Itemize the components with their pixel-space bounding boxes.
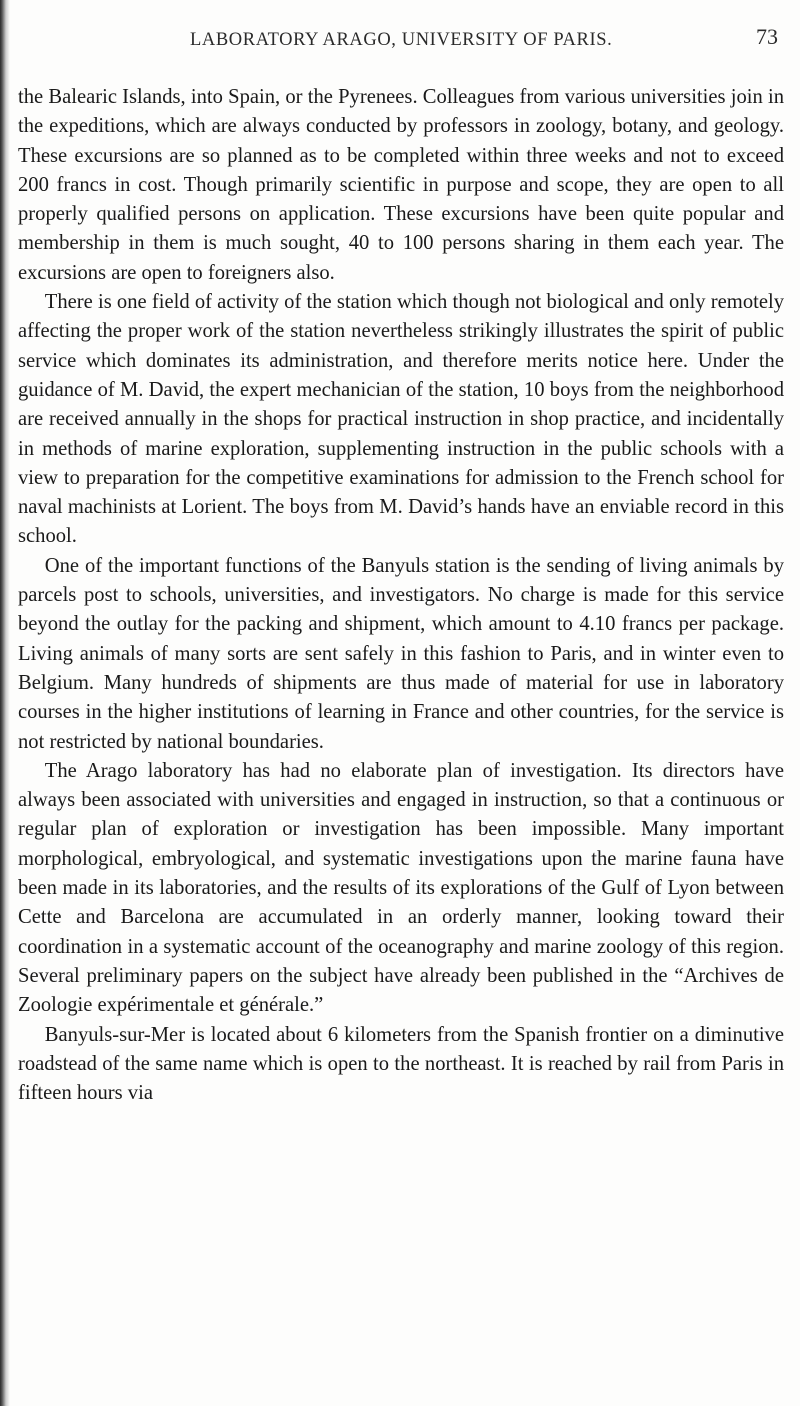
page-number: 73 — [756, 24, 778, 49]
paragraph-living-animals: One of the important functions of the Banyuls station is the sending of living animals by parcels post to schools, universities, and investigators. No charge is made for this service beyond the outlay for the packing and shipment, which amount to 4.10 francs per package. Living animals of many sorts are sent safely in this fashion to Paris, and in winter even to Belgium. Many hundreds of shipments are thus made of material for use in laboratory courses in the higher institutions of learning in France and other countries, for the service is not restricted by national boundaries. — [18, 554, 784, 753]
binding-edge — [0, 0, 10, 1406]
paragraph-excursions: the Balearic Islands, into Spain, or the Pyrenees. Colleagues from various universities join in the expeditions, which are always conducted by professors in zoology, botany, and geology. These excursions are so planned as to be completed within three weeks and not to exceed 200 francs in cost. Though primarily scientific in purpose and scope, they are open to all properly qualified persons on application. These excursions have been quite popular and membership in them is much sought, 40 to 100 persons sharing in them each year. The excursions are open to foreigners also. — [18, 86, 784, 284]
body-text — [18, 83, 784, 1108]
paragraph-location: Banyuls-sur-Mer is located about 6 kilometers from the Spanish frontier on a diminutive roadstead of the same name which is open to the northeast. It is reached by rail from Paris in fifteen hours via — [18, 1023, 784, 1105]
paragraph-investigation-plan: The Arago laboratory has had no elaborate plan of investigation. Its directors have always been associated with universities and engaged in instruction, so that a continuous or regular plan of exploration or investigation has been impossible. Many important morphological, embryological, and systematic investigations upon the marine fauna have been made in its laboratories, and the results of its explorations of the Gulf of Lyon between Cette and Barcelona are accumulated in an orderly manner, looking toward their coordination in a systematic account of the oceanography and marine zoology of this region. Several preliminary papers on the subject have already been published in the “Archives de Zoologie expérimentale et générale.” — [18, 759, 784, 1017]
running-head: LABORATORY ARAGO, UNIVERSITY OF PARIS. — [190, 30, 613, 50]
paragraph-boys-instruction: There is one field of activity of the station which though not biological and only remotely affecting the proper work of the station nevertheless strikingly illustrates the spirit of public service which dominates its administration, and therefore merits notice here. Under the guidance of M. David, the expert mechanician of the station, 10 boys from the neighborhood are received annually in the shops for practical instruction in shop practice, and incidentally in methods of marine exploration, supplementing instruction in the public schools with a view to preparation for the competitive examinations for admission to the French school for naval machinists at Lorient. The boys from M. David’s hands have an enviable record in this school. — [18, 291, 784, 548]
